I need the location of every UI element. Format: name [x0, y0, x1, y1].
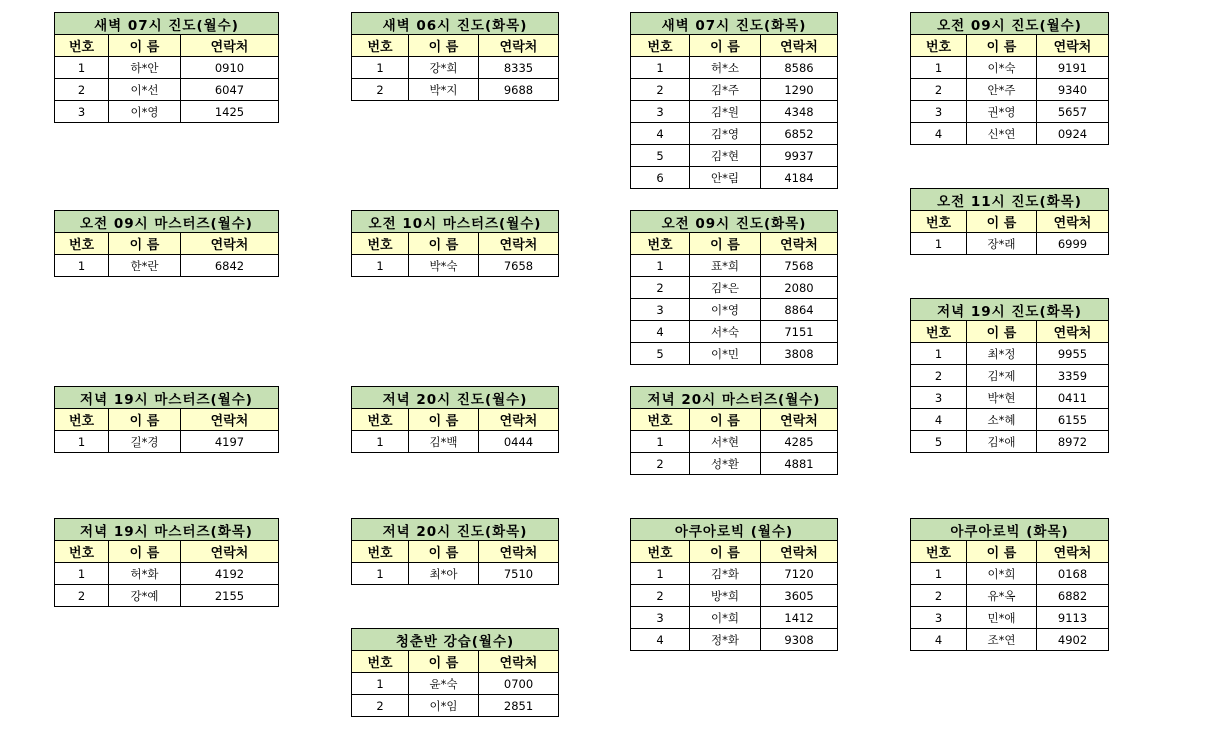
table-row [352, 431, 559, 453]
table-row [911, 79, 1109, 101]
contact-cell[interactable]: 8586 [761, 57, 838, 79]
column-header-name[interactable]: 이 름 [409, 651, 479, 673]
column-header-number[interactable]: 번호 [55, 541, 109, 563]
column-header-number[interactable]: 번호 [911, 35, 967, 57]
row-number-cell[interactable]: 3 [911, 101, 967, 123]
roster-title[interactable]: 아쿠아로빅 (월수) [631, 519, 838, 541]
table-row [352, 563, 559, 585]
member-name-cell[interactable]: 소*혜 [967, 409, 1037, 431]
member-name-cell[interactable]: 장*래 [967, 233, 1037, 255]
table-row [55, 57, 279, 79]
row-number-cell[interactable]: 1 [352, 255, 409, 277]
row-number-cell[interactable]: 3 [911, 607, 967, 629]
member-name-cell[interactable]: 김*현 [690, 145, 761, 167]
contact-cell[interactable]: 7510 [479, 563, 559, 585]
member-name-cell[interactable]: 하*안 [109, 57, 181, 79]
member-name-cell[interactable]: 이*선 [109, 79, 181, 101]
row-number-cell[interactable]: 1 [352, 431, 409, 453]
table-row [631, 57, 838, 79]
member-name-cell[interactable]: 윤*숙 [409, 673, 479, 695]
member-name-cell[interactable]: 안*림 [690, 167, 761, 189]
member-name-cell[interactable]: 성*환 [690, 453, 761, 475]
roster-header-row [911, 321, 1109, 343]
class-roster-table [351, 12, 559, 101]
contact-cell[interactable]: 4285 [761, 431, 838, 453]
row-number-cell[interactable]: 6 [631, 167, 690, 189]
contact-cell[interactable]: 6047 [181, 79, 279, 101]
roster-title[interactable]: 저녁 20시 마스터즈(월수) [631, 387, 838, 409]
row-number-cell[interactable]: 4 [911, 409, 967, 431]
row-number-cell[interactable]: 2 [631, 453, 690, 475]
roster-title[interactable]: 저녁 19시 마스터즈(화목) [55, 519, 279, 541]
row-number-cell[interactable]: 1 [352, 57, 409, 79]
member-name-cell[interactable]: 이*숙 [967, 57, 1037, 79]
roster-title[interactable]: 오전 11시 진도(화목) [911, 189, 1109, 211]
contact-cell[interactable]: 2155 [181, 585, 279, 607]
table-row [352, 255, 559, 277]
member-name-cell[interactable]: 민*애 [967, 607, 1037, 629]
row-number-cell[interactable]: 2 [631, 277, 690, 299]
column-header-name[interactable]: 이 름 [409, 409, 479, 431]
table-row [631, 167, 838, 189]
column-header-number[interactable]: 번호 [352, 409, 409, 431]
row-number-cell[interactable]: 2 [631, 79, 690, 101]
contact-cell[interactable]: 9308 [761, 629, 838, 651]
row-number-cell[interactable]: 3 [631, 299, 690, 321]
contact-cell[interactable]: 1290 [761, 79, 838, 101]
class-roster-table [54, 386, 279, 453]
row-number-cell[interactable]: 1 [352, 673, 409, 695]
member-name-cell[interactable]: 강*예 [109, 585, 181, 607]
member-name-cell[interactable]: 서*숙 [690, 321, 761, 343]
roster-header-row [911, 541, 1109, 563]
member-name-cell[interactable]: 이*민 [690, 343, 761, 365]
roster-title-row [55, 387, 279, 409]
contact-cell[interactable]: 1412 [761, 607, 838, 629]
contact-cell[interactable]: 0910 [181, 57, 279, 79]
member-name-cell[interactable]: 한*란 [109, 255, 181, 277]
member-name-cell[interactable]: 김*애 [967, 431, 1037, 453]
member-name-cell[interactable]: 김*백 [409, 431, 479, 453]
table-row [352, 695, 559, 717]
roster-title-row [911, 189, 1109, 211]
table-row [631, 563, 838, 585]
contact-cell[interactable]: 6155 [1037, 409, 1109, 431]
table-row [631, 101, 838, 123]
row-number-cell[interactable]: 1 [352, 563, 409, 585]
contact-cell[interactable]: 6852 [761, 123, 838, 145]
member-name-cell[interactable]: 서*현 [690, 431, 761, 453]
row-number-cell[interactable]: 2 [911, 79, 967, 101]
roster-header-row [631, 409, 838, 431]
table-row [631, 321, 838, 343]
contact-cell[interactable]: 9191 [1037, 57, 1109, 79]
class-roster-table [351, 628, 559, 717]
column-header-contact[interactable]: 연락처 [1037, 541, 1109, 563]
contact-cell[interactable]: 2851 [479, 695, 559, 717]
class-roster-table [910, 12, 1109, 145]
row-number-cell[interactable]: 5 [631, 145, 690, 167]
member-name-cell[interactable]: 이*희 [967, 563, 1037, 585]
member-name-cell[interactable]: 박*지 [409, 79, 479, 101]
member-name-cell[interactable]: 이*희 [690, 607, 761, 629]
row-number-cell[interactable]: 2 [352, 695, 409, 717]
column-header-contact[interactable]: 연락처 [761, 35, 838, 57]
column-header-name[interactable]: 이 름 [967, 211, 1037, 233]
roster-header-row [631, 541, 838, 563]
contact-cell[interactable]: 9113 [1037, 607, 1109, 629]
table-row [55, 585, 279, 607]
contact-cell[interactable]: 4348 [761, 101, 838, 123]
member-name-cell[interactable]: 이*영 [690, 299, 761, 321]
row-number-cell[interactable]: 1 [911, 563, 967, 585]
table-row [911, 343, 1109, 365]
roster-header-row [631, 35, 838, 57]
table-row [631, 607, 838, 629]
roster-title-row [631, 519, 838, 541]
member-name-cell[interactable]: 이*영 [109, 101, 181, 123]
table-row [352, 673, 559, 695]
column-header-name[interactable]: 이 름 [409, 541, 479, 563]
member-name-cell[interactable]: 김*영 [690, 123, 761, 145]
column-header-number[interactable]: 번호 [911, 541, 967, 563]
contact-cell[interactable]: 6842 [181, 255, 279, 277]
table-row [911, 365, 1109, 387]
contact-cell[interactable]: 9340 [1037, 79, 1109, 101]
roster-title[interactable]: 새벽 07시 진도(월수) [55, 13, 279, 35]
class-roster-table [54, 210, 279, 277]
class-roster-table [910, 188, 1109, 255]
contact-cell[interactable]: 6882 [1037, 585, 1109, 607]
column-header-contact[interactable]: 연락처 [1037, 211, 1109, 233]
column-header-number[interactable]: 번호 [631, 409, 690, 431]
member-name-cell[interactable]: 김*화 [690, 563, 761, 585]
row-number-cell[interactable]: 1 [911, 343, 967, 365]
class-roster-table [910, 298, 1109, 453]
table-row [911, 387, 1109, 409]
column-header-contact[interactable]: 연락처 [181, 233, 279, 255]
contact-cell[interactable]: 4184 [761, 167, 838, 189]
table-row [631, 277, 838, 299]
contact-cell[interactable]: 7568 [761, 255, 838, 277]
row-number-cell[interactable]: 3 [911, 387, 967, 409]
roster-header-row [55, 233, 279, 255]
table-row [911, 123, 1109, 145]
table-row [631, 453, 838, 475]
contact-cell[interactable]: 7658 [479, 255, 559, 277]
contact-cell[interactable]: 6999 [1037, 233, 1109, 255]
column-header-number[interactable]: 번호 [911, 211, 967, 233]
member-name-cell[interactable]: 방*희 [690, 585, 761, 607]
row-number-cell[interactable]: 5 [911, 431, 967, 453]
column-header-number[interactable]: 번호 [352, 233, 409, 255]
roster-title-row [911, 13, 1109, 35]
row-number-cell[interactable]: 1 [631, 563, 690, 585]
column-header-name[interactable]: 이 름 [690, 541, 761, 563]
member-name-cell[interactable]: 허*소 [690, 57, 761, 79]
row-number-cell[interactable]: 1 [55, 57, 109, 79]
contact-cell[interactable]: 8335 [479, 57, 559, 79]
column-header-number[interactable]: 번호 [631, 35, 690, 57]
roster-title-row [352, 519, 559, 541]
row-number-cell[interactable]: 2 [352, 79, 409, 101]
column-header-name[interactable]: 이 름 [109, 541, 181, 563]
row-number-cell[interactable]: 2 [911, 365, 967, 387]
row-number-cell[interactable]: 2 [911, 585, 967, 607]
column-header-contact[interactable]: 연락처 [479, 35, 559, 57]
table-row [911, 409, 1109, 431]
roster-header-row [911, 35, 1109, 57]
column-header-contact[interactable]: 연락처 [479, 233, 559, 255]
column-header-name[interactable]: 이 름 [690, 409, 761, 431]
class-roster-table [630, 518, 838, 651]
member-name-cell[interactable]: 이*임 [409, 695, 479, 717]
contact-cell[interactable]: 9937 [761, 145, 838, 167]
roster-title-row [55, 519, 279, 541]
column-header-contact[interactable]: 연락처 [1037, 35, 1109, 57]
table-row [911, 563, 1109, 585]
column-header-number[interactable]: 번호 [352, 651, 409, 673]
class-roster-table [910, 518, 1109, 651]
table-row [911, 607, 1109, 629]
column-header-number[interactable]: 번호 [352, 35, 409, 57]
contact-cell[interactable]: 2080 [761, 277, 838, 299]
row-number-cell[interactable]: 1 [631, 255, 690, 277]
roster-title-row [911, 519, 1109, 541]
member-name-cell[interactable]: 유*옥 [967, 585, 1037, 607]
contact-cell[interactable]: 3808 [761, 343, 838, 365]
contact-cell[interactable]: 9688 [479, 79, 559, 101]
column-header-contact[interactable]: 연락처 [479, 409, 559, 431]
roster-title[interactable]: 오전 09시 진도(월수) [911, 13, 1109, 35]
table-row [55, 255, 279, 277]
roster-title-row [352, 387, 559, 409]
column-header-contact[interactable]: 연락처 [1037, 321, 1109, 343]
table-row [631, 343, 838, 365]
roster-header-row [352, 651, 559, 673]
row-number-cell[interactable]: 4 [631, 629, 690, 651]
column-header-name[interactable]: 이 름 [690, 35, 761, 57]
member-name-cell[interactable]: 김*은 [690, 277, 761, 299]
row-number-cell[interactable]: 1 [631, 431, 690, 453]
class-roster-table [630, 386, 838, 475]
member-name-cell[interactable]: 허*화 [109, 563, 181, 585]
class-roster-table [54, 518, 279, 607]
column-header-number[interactable]: 번호 [55, 35, 109, 57]
roster-header-row [55, 541, 279, 563]
column-header-name[interactable]: 이 름 [409, 35, 479, 57]
roster-title[interactable]: 새벽 06시 진도(화목) [352, 13, 559, 35]
row-number-cell[interactable]: 4 [631, 321, 690, 343]
roster-title-row [631, 387, 838, 409]
row-number-cell[interactable]: 3 [55, 101, 109, 123]
roster-title[interactable]: 오전 09시 진도(화목) [631, 211, 838, 233]
member-name-cell[interactable]: 권*영 [967, 101, 1037, 123]
column-header-number[interactable]: 번호 [631, 233, 690, 255]
row-number-cell[interactable]: 3 [631, 101, 690, 123]
column-header-name[interactable]: 이 름 [690, 233, 761, 255]
table-row [911, 233, 1109, 255]
column-header-contact[interactable]: 연락처 [479, 651, 559, 673]
table-row [631, 629, 838, 651]
contact-cell[interactable]: 0700 [479, 673, 559, 695]
roster-title[interactable]: 청춘반 강습(월수) [352, 629, 559, 651]
row-number-cell[interactable]: 2 [55, 585, 109, 607]
row-number-cell[interactable]: 5 [631, 343, 690, 365]
member-name-cell[interactable]: 박*현 [967, 387, 1037, 409]
column-header-name[interactable]: 이 름 [409, 233, 479, 255]
class-roster-table [630, 12, 838, 189]
roster-title[interactable]: 아쿠아로빅 (화목) [911, 519, 1109, 541]
row-number-cell[interactable]: 1 [911, 233, 967, 255]
member-name-cell[interactable]: 신*연 [967, 123, 1037, 145]
column-header-number[interactable]: 번호 [55, 409, 109, 431]
column-header-name[interactable]: 이 름 [109, 409, 181, 431]
member-name-cell[interactable]: 박*숙 [409, 255, 479, 277]
roster-title[interactable]: 저녁 19시 진도(화목) [911, 299, 1109, 321]
roster-title[interactable]: 오전 10시 마스터즈(월수) [352, 211, 559, 233]
roster-header-row [55, 409, 279, 431]
contact-cell[interactable]: 4192 [181, 563, 279, 585]
table-row [55, 431, 279, 453]
table-row [911, 431, 1109, 453]
roster-header-row [352, 233, 559, 255]
member-name-cell[interactable]: 김*주 [690, 79, 761, 101]
table-row [911, 57, 1109, 79]
class-roster-table [351, 518, 559, 585]
contact-cell[interactable]: 0924 [1037, 123, 1109, 145]
row-number-cell[interactable]: 4 [911, 629, 967, 651]
table-row [631, 145, 838, 167]
roster-header-row [911, 211, 1109, 233]
contact-cell[interactable]: 3605 [761, 585, 838, 607]
member-name-cell[interactable]: 김*원 [690, 101, 761, 123]
row-number-cell[interactable]: 1 [55, 255, 109, 277]
member-name-cell[interactable]: 조*연 [967, 629, 1037, 651]
table-row [631, 431, 838, 453]
column-header-number[interactable]: 번호 [911, 321, 967, 343]
contact-cell[interactable]: 4881 [761, 453, 838, 475]
roster-title-row [352, 13, 559, 35]
member-name-cell[interactable]: 김*제 [967, 365, 1037, 387]
column-header-number[interactable]: 번호 [55, 233, 109, 255]
roster-header-row [55, 35, 279, 57]
row-number-cell[interactable]: 1 [911, 57, 967, 79]
table-row [911, 629, 1109, 651]
table-row [55, 563, 279, 585]
table-row [352, 79, 559, 101]
row-number-cell[interactable]: 1 [55, 431, 109, 453]
class-roster-table [54, 12, 279, 123]
column-header-name[interactable]: 이 름 [967, 321, 1037, 343]
member-name-cell[interactable]: 길*경 [109, 431, 181, 453]
member-name-cell[interactable]: 최*아 [409, 563, 479, 585]
row-number-cell[interactable]: 2 [631, 585, 690, 607]
roster-title-row [55, 211, 279, 233]
column-header-contact[interactable]: 연락처 [761, 409, 838, 431]
roster-title-row [55, 13, 279, 35]
row-number-cell[interactable]: 2 [55, 79, 109, 101]
table-row [911, 101, 1109, 123]
table-row [55, 79, 279, 101]
member-name-cell[interactable]: 표*희 [690, 255, 761, 277]
contact-cell[interactable]: 0411 [1037, 387, 1109, 409]
column-header-contact[interactable]: 연락처 [761, 541, 838, 563]
contact-cell[interactable]: 4902 [1037, 629, 1109, 651]
roster-header-row [352, 409, 559, 431]
roster-title-row [631, 211, 838, 233]
contact-cell[interactable]: 3359 [1037, 365, 1109, 387]
table-row [631, 585, 838, 607]
column-header-contact[interactable]: 연락처 [181, 541, 279, 563]
contact-cell[interactable]: 0168 [1037, 563, 1109, 585]
table-row [911, 585, 1109, 607]
contact-cell[interactable]: 8864 [761, 299, 838, 321]
row-number-cell[interactable]: 1 [55, 563, 109, 585]
contact-cell[interactable]: 0444 [479, 431, 559, 453]
table-row [55, 101, 279, 123]
contact-cell[interactable]: 7151 [761, 321, 838, 343]
contact-cell[interactable]: 7120 [761, 563, 838, 585]
contact-cell[interactable]: 1425 [181, 101, 279, 123]
roster-header-row [352, 541, 559, 563]
roster-title[interactable]: 저녁 19시 마스터즈(월수) [55, 387, 279, 409]
class-roster-table [351, 386, 559, 453]
roster-title[interactable]: 새벽 07시 진도(화목) [631, 13, 838, 35]
member-name-cell[interactable]: 안*주 [967, 79, 1037, 101]
member-name-cell[interactable]: 강*희 [409, 57, 479, 79]
contact-cell[interactable]: 4197 [181, 431, 279, 453]
column-header-name[interactable]: 이 름 [967, 541, 1037, 563]
column-header-number[interactable]: 번호 [352, 541, 409, 563]
member-name-cell[interactable]: 정*화 [690, 629, 761, 651]
contact-cell[interactable]: 9955 [1037, 343, 1109, 365]
roster-title-row [911, 299, 1109, 321]
row-number-cell[interactable]: 3 [631, 607, 690, 629]
column-header-name[interactable]: 이 름 [967, 35, 1037, 57]
contact-cell[interactable]: 5657 [1037, 101, 1109, 123]
roster-title-row [631, 13, 838, 35]
row-number-cell[interactable]: 4 [631, 123, 690, 145]
table-row [352, 57, 559, 79]
member-name-cell[interactable]: 최*정 [967, 343, 1037, 365]
row-number-cell[interactable]: 4 [911, 123, 967, 145]
roster-header-row [631, 233, 838, 255]
class-roster-table [630, 210, 838, 365]
table-row [631, 79, 838, 101]
column-header-contact[interactable]: 연락처 [479, 541, 559, 563]
column-header-contact[interactable]: 연락처 [761, 233, 838, 255]
roster-title[interactable]: 저녁 20시 진도(화목) [352, 519, 559, 541]
column-header-number[interactable]: 번호 [631, 541, 690, 563]
column-header-name[interactable]: 이 름 [109, 233, 181, 255]
roster-title-row [352, 211, 559, 233]
roster-header-row [352, 35, 559, 57]
roster-title-row [352, 629, 559, 651]
column-header-name[interactable]: 이 름 [109, 35, 181, 57]
column-header-contact[interactable]: 연락처 [181, 35, 279, 57]
roster-title[interactable]: 저녁 20시 진도(월수) [352, 387, 559, 409]
row-number-cell[interactable]: 1 [631, 57, 690, 79]
contact-cell[interactable]: 8972 [1037, 431, 1109, 453]
roster-title[interactable]: 오전 09시 마스터즈(월수) [55, 211, 279, 233]
class-roster-table [351, 210, 559, 277]
table-row [631, 123, 838, 145]
table-row [631, 299, 838, 321]
column-header-contact[interactable]: 연락처 [181, 409, 279, 431]
table-row [631, 255, 838, 277]
